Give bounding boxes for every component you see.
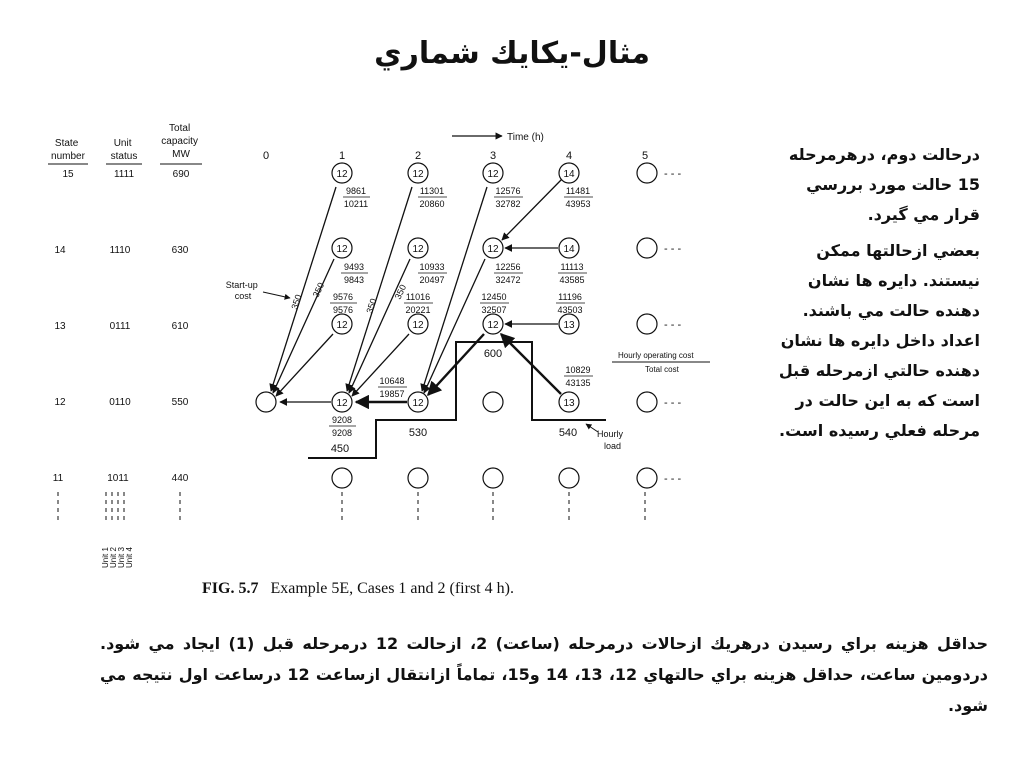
total-cost: 9208: [331, 428, 353, 438]
total-capacity: 440: [171, 473, 189, 484]
dashes: - - -: [664, 473, 682, 485]
node-label: 12: [336, 320, 348, 331]
op-cost: 12576: [495, 186, 521, 196]
state-rows: [53, 169, 190, 484]
op-cost: 11113: [560, 262, 584, 272]
node: [559, 468, 579, 488]
state-number: 13: [54, 321, 66, 332]
total-cost: 43135: [565, 378, 591, 388]
unit-label: Unit 4: [125, 547, 134, 568]
node-label: 12: [336, 244, 348, 255]
op-cost: 11016: [405, 292, 431, 302]
hour5-dashes: [664, 168, 681, 485]
op-cost: 11481: [565, 186, 591, 196]
total-cost-label: Total cost: [645, 365, 679, 374]
dashes: - - -: [664, 319, 682, 331]
right-paragraph-1: درحالت دوم، درهرمرحله 15 حالت مورد بررسي قرار مي گيرد.: [788, 145, 980, 224]
op-cost: 9208: [331, 415, 353, 425]
total-cost: 9843: [343, 275, 365, 285]
node: [408, 468, 428, 488]
node: [637, 392, 657, 412]
state-number: 11: [52, 473, 64, 484]
dashes: - - -: [664, 168, 682, 180]
bottom-explanation: حداقل هزينه براي رسيدن درهريك ازحالات درمرحله (ساعت) 2، ازحالت 12 درمرحله قبل (1) ايجاد مي شود. دردومين ساعت، حداقل هزينه براي حالتهاي 12، 13، 14 و15، تماماً ازانتقال ازساعت 12 درساعت اول نتيجه مي شود.: [100, 634, 989, 715]
total-cost: 19857: [379, 389, 405, 399]
op-cost: 12256: [495, 262, 521, 272]
right-explanation: [768, 140, 980, 452]
unit-status: 1111: [113, 169, 135, 180]
unit-label: Unit 3: [117, 547, 126, 568]
node: [483, 468, 503, 488]
hourly-op-cost-label: Hourly operating cost: [618, 351, 694, 360]
node-label: 12: [412, 320, 424, 331]
slide-title: مثال-يكايك شماري: [374, 36, 650, 71]
startup-value: 350: [289, 293, 304, 311]
header-state: State number: [51, 138, 85, 162]
dashes: - - -: [664, 243, 682, 255]
op-cost: 11301: [419, 186, 445, 196]
op-cost: 10933: [419, 262, 445, 272]
hour-labels: [263, 150, 648, 162]
unit-label: Unit 1: [101, 547, 110, 568]
hourly-load-label: Hourly load: [597, 429, 624, 451]
total-capacity: 690: [172, 169, 190, 180]
node: [332, 468, 352, 488]
total-cost: 32472: [495, 275, 521, 285]
node-label: 12: [487, 169, 499, 180]
node-label: 12: [487, 320, 499, 331]
unit-status: 1011: [107, 473, 129, 484]
hour-label: 5: [641, 150, 649, 162]
startup-value: 350: [364, 297, 379, 315]
state-number: 14: [54, 245, 66, 256]
unit-status: 0111: [109, 321, 131, 332]
total-cost: 9576: [332, 305, 354, 315]
hour-label: 0: [262, 150, 270, 162]
state-number: 15: [62, 169, 74, 180]
unit-labels: [101, 547, 134, 568]
total-cost: 43953: [565, 199, 591, 209]
node-label: 13: [563, 320, 575, 331]
op-cost: 10829: [565, 365, 591, 375]
op-cost: 9861: [345, 186, 367, 196]
total-capacity: 630: [171, 245, 189, 256]
hour-label: 1: [338, 150, 346, 162]
node-label: 12: [487, 244, 499, 255]
figure-caption-text: Example 5E, Cases 1 and 2 (first 4 h).: [270, 580, 514, 597]
load-value: 600: [483, 348, 503, 360]
unit-label: Unit 2: [109, 547, 118, 568]
node: [256, 392, 276, 412]
total-cost: 32507: [481, 305, 507, 315]
startup-label: Start-up cost: [225, 280, 258, 301]
node-label: 13: [563, 398, 575, 409]
figure-caption: [202, 580, 514, 598]
node: [637, 314, 657, 334]
node: [637, 468, 657, 488]
node-label: 12: [412, 398, 424, 409]
state-number: 12: [54, 397, 66, 408]
op-cost: 11196: [558, 292, 582, 302]
unit-status: 1110: [109, 245, 131, 256]
node-label: 12: [412, 244, 424, 255]
node-label: 12: [336, 398, 348, 409]
load-value: 540: [558, 427, 578, 439]
continuation-marks: [58, 492, 645, 522]
total-cost: 20497: [419, 275, 445, 285]
startup-value: 350: [392, 282, 409, 301]
startup-pointer: [263, 292, 290, 298]
node: [637, 238, 657, 258]
op-cost: 9576: [332, 292, 354, 302]
total-cost: 32782: [495, 199, 521, 209]
hour-label: 3: [489, 150, 497, 162]
node: [483, 392, 503, 412]
total-cost: 20221: [405, 305, 431, 315]
total-capacity: 550: [171, 397, 189, 408]
load-value: 530: [408, 427, 428, 439]
total-cost: 20860: [419, 199, 445, 209]
hour-label: 4: [565, 150, 573, 162]
header-capacity: Total capacity MW: [161, 123, 198, 160]
total-capacity: 610: [171, 321, 189, 332]
state-nodes: [256, 163, 657, 488]
dashes: - - -: [664, 397, 682, 409]
unit-status: 0110: [109, 397, 131, 408]
total-cost: 10211: [343, 199, 369, 209]
figure-caption-label: FIG. 5.7: [202, 580, 259, 597]
startup-value: 350: [310, 280, 327, 299]
op-cost: 12450: [481, 292, 507, 302]
node: [637, 163, 657, 183]
header-unit: Unit status: [110, 138, 138, 162]
node-label: 12: [336, 169, 348, 180]
op-cost: 9493: [343, 262, 365, 272]
load-value: 450: [330, 443, 350, 455]
total-cost: 43503: [557, 305, 583, 315]
op-cost: 10648: [379, 376, 405, 386]
total-cost: 43585: [559, 275, 585, 285]
node-label: 12: [412, 169, 424, 180]
node-label: 14: [563, 169, 575, 180]
hour-label: 2: [414, 150, 422, 162]
node-label: 14: [563, 244, 575, 255]
right-paragraph-2: بعضي ازحالتها ممكن نيستند. دايره ها نشان دهنده حالت مي باشند. اعداد داخل دايره ها نشان دهنده حالتي ازمرحله قبل است كه به اين حالت در مرحله فعلي رسيده است.: [778, 241, 980, 440]
time-label: Time (h): [507, 132, 544, 143]
